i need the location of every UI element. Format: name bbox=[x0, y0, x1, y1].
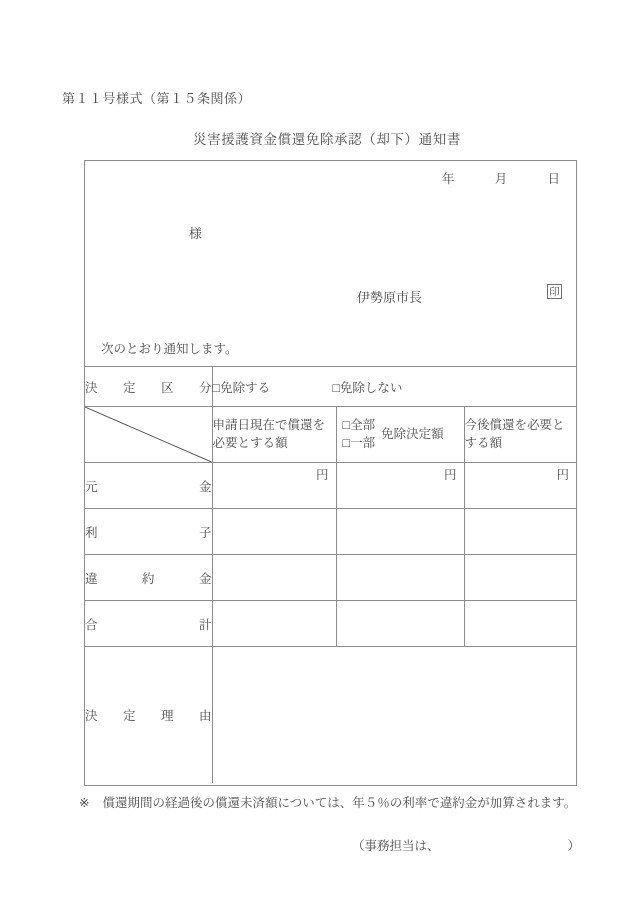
issuer-name: 伊勢原市長 bbox=[357, 290, 423, 305]
checkbox-not-exempt[interactable] bbox=[332, 378, 402, 396]
column-header-future-amount: 今後償還を必要とする額 bbox=[464, 407, 576, 463]
reason-label-char-1: 定 bbox=[122, 708, 136, 723]
row-label-penalty bbox=[85, 555, 212, 601]
cell-principal-current[interactable] bbox=[212, 463, 336, 509]
date-year-label: 年 bbox=[441, 172, 455, 186]
footnote-text: 償還期間の経過後の償還未済額については、年５％の利率で違約金が加算されます。 bbox=[102, 796, 577, 810]
document-title: 災害援護資金償還免除承認（却下）通知書 bbox=[193, 132, 461, 147]
cell-total-future[interactable] bbox=[464, 601, 576, 647]
contact-line bbox=[352, 836, 580, 854]
checkbox-full[interactable] bbox=[343, 417, 376, 434]
cell-interest-exemption[interactable] bbox=[336, 509, 464, 555]
table-row bbox=[85, 555, 576, 601]
row-label-interest-char-0: 利 bbox=[85, 525, 98, 540]
row-label-total bbox=[85, 601, 212, 647]
diagonal-header-cell bbox=[85, 407, 212, 463]
row-label-penalty-char-0: 違 bbox=[85, 571, 98, 586]
exemption-amount-label: 免除決定額 bbox=[381, 426, 444, 441]
row-label-interest-char-1: 子 bbox=[198, 525, 212, 540]
row-label-total-char-1: 計 bbox=[198, 617, 212, 632]
currency-unit-principal-exemption: 円 bbox=[443, 468, 457, 482]
checkbox-partial-box: □ bbox=[342, 435, 351, 450]
reason-label-char-2: 理 bbox=[160, 708, 174, 723]
decision-label-char-3: 分 bbox=[198, 380, 212, 395]
decision-row bbox=[85, 367, 576, 407]
contact-suffix: ） bbox=[567, 839, 581, 853]
letter-block bbox=[85, 161, 576, 366]
decision-label-cell bbox=[85, 367, 212, 407]
reason-label-cell bbox=[85, 647, 212, 783]
issuer-row bbox=[357, 287, 562, 306]
cell-penalty-current[interactable] bbox=[212, 555, 336, 601]
decision-label-char-1: 定 bbox=[122, 380, 136, 395]
contact-prefix: （事務担当は、 bbox=[352, 839, 440, 853]
row-label-principal bbox=[85, 463, 212, 509]
reason-label-char-3: 由 bbox=[198, 708, 212, 723]
checkbox-full-box: □ bbox=[342, 418, 351, 433]
cell-principal-future[interactable] bbox=[464, 463, 576, 509]
table-row bbox=[85, 601, 576, 647]
cell-total-exemption[interactable] bbox=[336, 601, 464, 647]
table-row bbox=[85, 463, 576, 509]
date-line bbox=[442, 169, 560, 187]
diagonal-slash-icon bbox=[85, 407, 212, 462]
row-label-penalty-char-1: 約 bbox=[141, 571, 155, 586]
reason-input-area[interactable] bbox=[212, 647, 576, 783]
column-header-current-amount: 申請日現在で償還を必要とする額 bbox=[212, 407, 336, 463]
decision-label-char-2: 区 bbox=[160, 380, 174, 395]
exemption-scope-checkboxes bbox=[343, 417, 376, 452]
date-day-label: 日 bbox=[547, 172, 560, 186]
cell-total-current[interactable] bbox=[212, 601, 336, 647]
row-label-principal-char-1: 金 bbox=[198, 479, 212, 494]
reason-row bbox=[85, 647, 576, 783]
decision-options-cell bbox=[212, 367, 576, 407]
checkbox-full-label: 全部 bbox=[350, 418, 376, 433]
row-label-principal-char-0: 元 bbox=[85, 479, 98, 494]
row-label-interest bbox=[85, 509, 212, 555]
table-row bbox=[85, 509, 576, 555]
addressee-honorific: 様 bbox=[189, 226, 203, 241]
cell-principal-exemption[interactable] bbox=[336, 463, 464, 509]
currency-unit-principal-future: 円 bbox=[556, 468, 569, 482]
row-label-total-char-0: 合 bbox=[85, 617, 98, 632]
cell-penalty-exemption[interactable] bbox=[336, 555, 464, 601]
reason-label-char-0: 決 bbox=[85, 708, 98, 723]
cell-penalty-future[interactable] bbox=[464, 555, 576, 601]
checkbox-exempt-box: □ bbox=[212, 380, 221, 395]
footnote bbox=[79, 793, 576, 811]
checkbox-not-exempt-label: 免除しない bbox=[339, 380, 403, 395]
form-frame bbox=[84, 160, 577, 786]
row-label-penalty-char-2: 金 bbox=[198, 571, 212, 586]
cell-interest-current[interactable] bbox=[212, 509, 336, 555]
seal-icon: 印 bbox=[547, 284, 562, 299]
checkbox-partial[interactable] bbox=[343, 435, 376, 452]
column-header-exemption-amount bbox=[336, 407, 464, 463]
notice-text: 次のとおり通知します。 bbox=[101, 342, 238, 356]
checkbox-not-exempt-box: □ bbox=[332, 380, 340, 395]
currency-unit-principal-current: 円 bbox=[315, 468, 329, 482]
footnote-mark: ※ bbox=[79, 796, 90, 810]
column-header-row bbox=[85, 407, 576, 463]
decision-table bbox=[85, 366, 576, 783]
checkbox-exempt-label: 免除する bbox=[220, 380, 271, 395]
form-number: 第１１号様式（第１５条関係） bbox=[62, 91, 252, 106]
checkbox-partial-label: 一部 bbox=[350, 435, 376, 450]
checkbox-exempt[interactable] bbox=[213, 378, 271, 396]
cell-interest-future[interactable] bbox=[464, 509, 576, 555]
date-month-label: 月 bbox=[494, 172, 508, 186]
decision-label-char-0: 決 bbox=[85, 380, 98, 395]
